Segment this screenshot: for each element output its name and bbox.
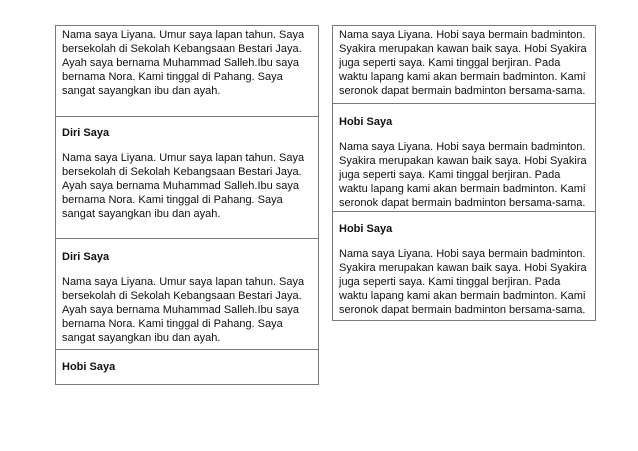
- card-cell-hobi-saya: [56, 349, 318, 386]
- card-heading: Hobi Saya: [339, 223, 393, 235]
- card-heading: Hobi Saya: [62, 361, 116, 373]
- left-card-column: [55, 25, 319, 385]
- card-body-text: Nama saya Liyana. Hobi saya bermain badminton. Syakira merupakan kawan baik saya. Hobi Syakira juga seperti saya. Kami tinggal berjiran. Pada waktu lapang kami akan bermain badminton. Kami seronok dapat bermain badminton bersama-sama.: [339, 29, 587, 97]
- card-body-text: Nama saya Liyana. Umur saya lapan tahun. Saya bersekolah di Sekolah Kebangsaan Bestari Jaya. Ayah saya bernama Muhammad Salleh.Ibu saya bernama Nora. Kami tinggal di Pahang. Saya sangat sayangkan ibu dan ayah.: [62, 29, 305, 97]
- card-cell: [56, 26, 318, 116]
- card-cell-diri-saya: [56, 116, 318, 238]
- card-body-text: Nama saya Liyana. Umur saya lapan tahun. Saya bersekolah di Sekolah Kebangsaan Bestari Jaya. Ayah saya bernama Muhammad Salleh.Ibu saya bernama Nora. Kami tinggal di Pahang. Saya sangat sayangkan ibu dan ayah.: [62, 152, 305, 220]
- card-body-text: Nama saya Liyana. Umur saya lapan tahun. Saya bersekolah di Sekolah Kebangsaan Bestari Jaya. Ayah saya bernama Muhammad Salleh.Ibu saya bernama Nora. Kami tinggal di Pahang. Saya sangat sayangkan ibu dan ayah.: [62, 276, 305, 344]
- card-cell: [333, 26, 595, 103]
- card-heading: Hobi Saya: [339, 116, 393, 128]
- card-body-text: Nama saya Liyana. Hobi saya bermain badminton. Syakira merupakan kawan baik saya. Hobi Syakira juga seperti saya. Kami tinggal berjiran. Pada waktu lapang kami akan bermain badminton. Kami seronok dapat bermain badminton bersama-sama.: [339, 141, 587, 209]
- card-heading: Diri Saya: [62, 127, 110, 139]
- right-card-column: [332, 25, 596, 321]
- card-body-text: Nama saya Liyana. Hobi saya bermain badminton. Syakira merupakan kawan baik saya. Hobi Syakira juga seperti saya. Kami tinggal berjiran. Pada waktu lapang kami akan bermain badminton. Kami seronok dapat bermain badminton bersama-sama.: [339, 248, 587, 316]
- card-cell-diri-saya: [56, 238, 318, 349]
- card-heading: Diri Saya: [62, 251, 110, 263]
- card-cell-hobi-saya: [333, 103, 595, 211]
- card-cell-hobi-saya: [333, 211, 595, 322]
